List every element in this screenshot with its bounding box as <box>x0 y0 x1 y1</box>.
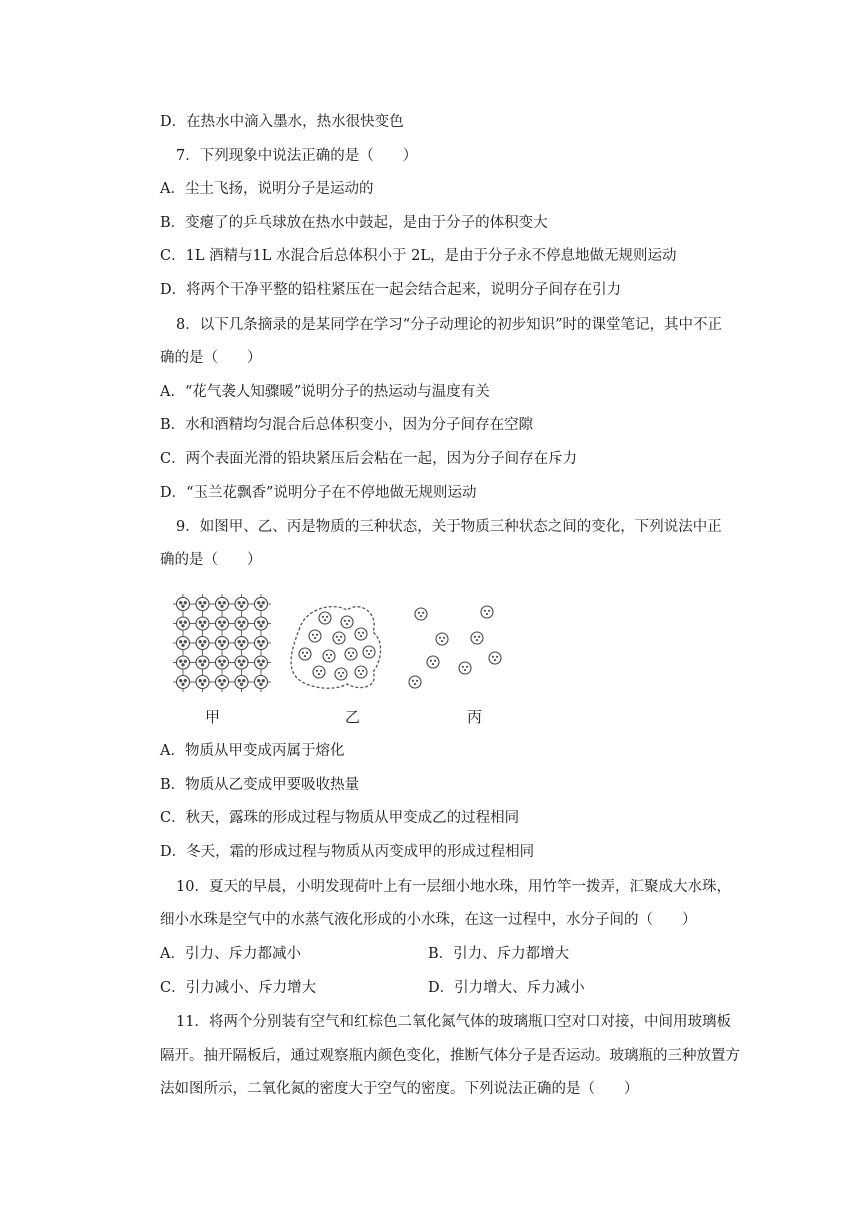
solid-molecule <box>177 676 190 689</box>
solid-molecule <box>196 598 209 611</box>
solid-molecule <box>196 637 209 650</box>
q8-option-b: B．水和酒精均匀混合后总体积变小，因为分子间存在空隙 <box>160 417 534 433</box>
q10-stem-line2: 细小水珠是空气中的水蒸气液化形成的小水珠，在这一过程中，水分子间的（ ） <box>160 912 697 928</box>
liquid-blob <box>291 607 381 689</box>
q10-stem-line1: 10．夏天的早晨，小明发现荷叶上有一层细小地水珠，用竹竿一拨弄，汇聚成大水珠， <box>176 879 731 895</box>
gas-molecule <box>471 632 483 644</box>
gas-molecule <box>436 633 448 645</box>
solid-molecule <box>235 676 248 689</box>
solid-lattice <box>173 594 271 692</box>
solid-molecule <box>177 637 190 650</box>
liquid-molecule <box>363 646 375 658</box>
gas-molecule <box>489 652 501 664</box>
states-of-matter-figure <box>165 588 510 730</box>
liquid-molecule <box>355 666 367 678</box>
liquid-molecule <box>341 616 353 628</box>
label-yi: 乙 <box>345 708 361 726</box>
q9-stem-line1: 9．如图甲、乙、丙是物质的三种状态，关于物质三种状态之间的变化，下列说法中正 <box>176 519 722 535</box>
q8-option-d: D．“玉兰花飘香”说明分子在不停地做无规则运动 <box>160 485 477 501</box>
liquid-molecule <box>335 668 347 680</box>
solid-molecule <box>235 617 248 630</box>
gas-molecule <box>415 608 427 620</box>
solid-molecule <box>177 617 190 630</box>
q9-option-c: C．秋天，露珠的形成过程与物质从甲变成乙的过程相同 <box>160 810 520 826</box>
q8-stem-line2: 确的是（ ） <box>160 350 262 366</box>
label-bing: 丙 <box>467 708 483 726</box>
q9-option-d: D．冬天，霜的形成过程与物质从丙变成甲的形成过程相同 <box>160 844 535 860</box>
q7-option-a: A．尘土飞扬，说明分子是运动的 <box>160 181 374 197</box>
solid-molecule <box>255 637 268 650</box>
gas-molecules <box>409 606 501 688</box>
q7-option-b: B．变瘪了的乒乓球放在热水中鼓起，是由于分子的体积变大 <box>160 215 548 231</box>
solid-molecule <box>196 617 209 630</box>
solid-molecule <box>255 617 268 630</box>
q10-option-d: D．引力增大、斥力减小 <box>428 980 585 996</box>
liquid-molecule <box>345 648 357 660</box>
label-jia: 甲 <box>205 708 221 726</box>
gas-molecule <box>427 656 439 668</box>
solid-molecule <box>177 656 190 669</box>
q8-option-c: C．两个表面光滑的铅块紧压后会粘在一起，因为分子间存在斥力 <box>160 451 578 467</box>
solid-molecule <box>255 656 268 669</box>
liquid-molecule <box>323 650 335 662</box>
solid-molecule <box>177 598 190 611</box>
q6-option-d: D．在热水中滴入墨水，热水很快变色 <box>160 114 404 130</box>
q11-stem-line2: 隔开。抽开隔板后，通过观察瓶内颜色变化，推断气体分子是否运动。玻璃瓶的三种放置方 <box>160 1048 740 1064</box>
q10-option-c: C．引力减小、斥力增大 <box>160 980 317 996</box>
liquid-molecule <box>319 612 331 624</box>
q7-option-c: C．1L 酒精与1L 水混合后总体积小于 2L，是由于分子永不停息地做无规则运动 <box>160 248 677 264</box>
solid-molecule <box>235 598 248 611</box>
q10-option-b: B．引力、斥力都增大 <box>428 946 570 962</box>
q11-stem-line3: 法如图所示，二氧化氮的密度大于空气的密度。下列说法正确的是（ ） <box>160 1081 639 1097</box>
q8-option-a: A．“花气袭人知骤暖”说明分子的热运动与温度有关 <box>160 384 490 400</box>
q11-stem-line1: 11．将两个分别装有空气和红棕色二氧化氮气体的玻璃瓶口空对口对接，中间用玻璃板 <box>176 1014 731 1030</box>
solid-molecule <box>216 676 229 689</box>
liquid-molecule <box>333 632 345 644</box>
q7-option-d: D．将两个干净平整的铅柱紧压在一起会结合起来，说明分子间存在引力 <box>160 282 622 298</box>
liquid-molecule <box>355 628 367 640</box>
q7-stem: 7．下列现象中说法正确的是（ ） <box>176 148 418 164</box>
solid-molecule <box>235 656 248 669</box>
solid-molecule <box>196 676 209 689</box>
solid-molecule <box>216 656 229 669</box>
solid-molecule <box>216 598 229 611</box>
solid-molecule <box>196 656 209 669</box>
solid-molecule <box>255 598 268 611</box>
gas-molecule <box>409 676 421 688</box>
solid-molecule <box>235 637 248 650</box>
q9-option-b: B．物质从乙变成甲要吸收热量 <box>160 777 360 793</box>
gas-molecule <box>481 606 493 618</box>
q9-option-a: A．物质从甲变成丙属于熔化 <box>160 743 345 759</box>
solid-molecule <box>216 617 229 630</box>
solid-molecule <box>255 676 268 689</box>
q8-stem-line1: 8．以下几条摘录的是某同学在学习“分子动理论的初步知识”时的课堂笔记，其中不正 <box>176 317 723 333</box>
liquid-molecule <box>299 648 311 660</box>
liquid-molecule <box>309 630 321 642</box>
solid-molecule <box>216 637 229 650</box>
q10-option-a: A．引力、斥力都减小 <box>160 946 301 962</box>
liquid-molecule <box>313 666 325 678</box>
q9-stem-line2: 确的是（ ） <box>160 552 262 568</box>
gas-molecule <box>459 662 471 674</box>
